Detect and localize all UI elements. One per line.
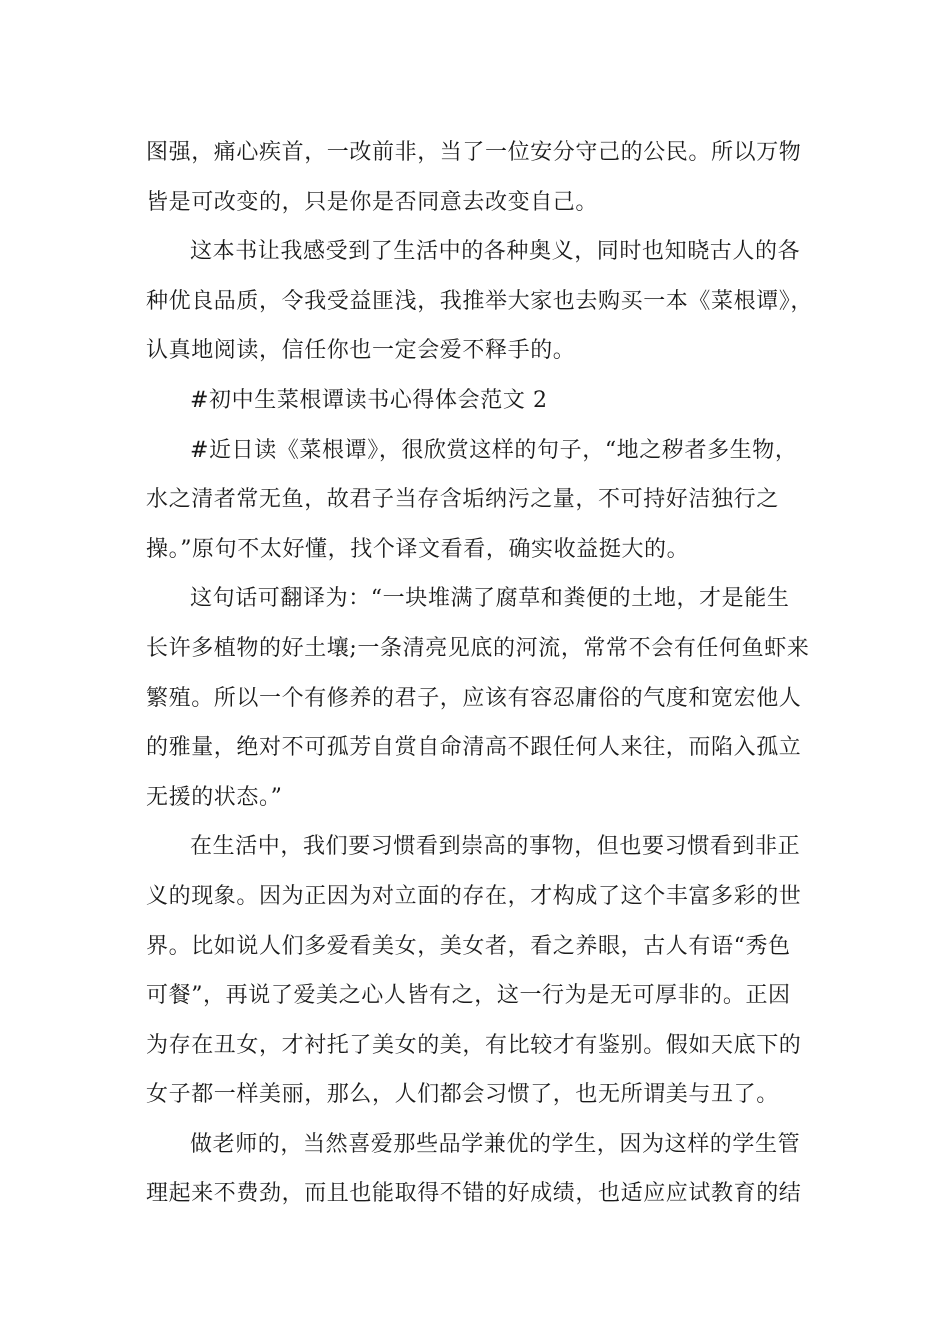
text-line: 繁殖。所以一个有修养的君子，应该有容忍庸俗的气度和宽宏他人: [146, 685, 802, 711]
document-body: [146, 128, 826, 1219]
text-line: 长许多植物的好土壤;一条清亮见底的河流，常常不会有任何鱼虾来: [146, 635, 810, 661]
section-heading: #初中生菜根谭读书心得体会范文 2: [190, 387, 548, 413]
paragraph-start-line: 这本书让我感受到了生活中的各种奥义，同时也知晓古人的各: [190, 239, 801, 265]
text-line: 操。”原句不太好懂，找个译文看看，确实收益挺大的。: [146, 536, 690, 562]
text-line: 图强，痛心疾首，一改前非，当了一位安分守己的公民。所以万物: [146, 140, 802, 165]
paragraph-start-line: 这句话可翻译为：“一块堆满了腐草和粪便的土地，才是能生: [190, 586, 790, 612]
paragraph-start-line: 做老师的，当然喜爱那些品学兼优的学生，因为这样的学生管: [190, 1131, 801, 1157]
paragraph-start-line: #近日读《菜根谭》，很欣赏这样的句子，“地之秽者多生物，: [190, 437, 798, 463]
text-line: 界。比如说人们多爱看美女，美女者，看之养眼，古人有语“秀色: [146, 933, 791, 959]
text-line: 无援的状态。”: [146, 784, 283, 810]
text-line: 认真地阅读，信任你也一定会爱不释手的。: [146, 338, 576, 364]
paragraph-start-line: 在生活中，我们要习惯看到崇高的事物，但也要习惯看到非正: [190, 834, 801, 860]
text-line: 为存在丑女，才衬托了美女的美，有比较才有鉴别。假如天底下的: [146, 1032, 802, 1058]
text-line: 义的现象。因为正因为对立面的存在，才构成了这个丰富多彩的世: [146, 883, 802, 909]
text-line: 水之清者常无鱼，故君子当存含垢纳污之量，不可持好洁独行之: [146, 487, 779, 513]
text-line: 皆是可改变的，只是你是否同意去改变自己。: [146, 189, 599, 215]
text-line: 可餐”，再说了爱美之心人皆有之，这一行为是无可厚非的。正因: [146, 983, 791, 1009]
text-line: 的雅量，绝对不可孤芳自赏自命清高不跟任何人来往，而陷入孤立: [146, 735, 802, 761]
text-line: 种优良品质，令我受益匪浅，我推举大家也去购买一本《菜根谭》，: [146, 288, 814, 314]
text-line: 女子都一样美丽，那么，人们都会习惯了，也无所谓美与丑了。: [146, 1082, 779, 1108]
text-line: 理起来不费劲，而且也能取得不错的好成绩，也适应应试教育的结: [146, 1181, 802, 1207]
